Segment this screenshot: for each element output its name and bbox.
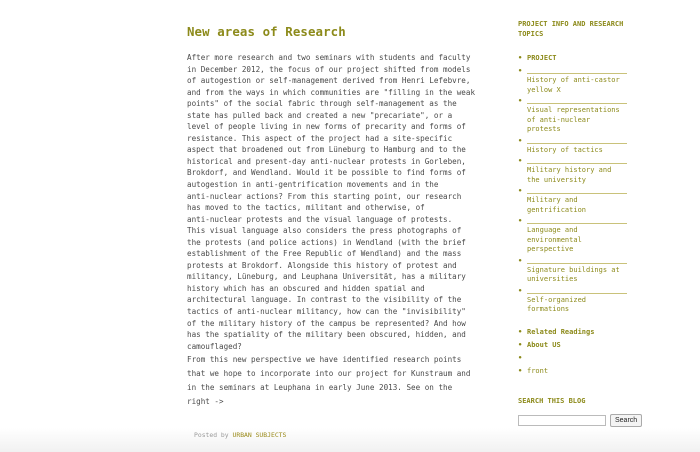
sidebar-subitem-label[interactable]: Visual representations of anti-nuclear protests [527,103,627,143]
bullet-icon: • [518,327,523,336]
sidebar-subitem[interactable] [518,217,643,263]
bullet-icon: • [518,187,523,195]
sidebar-item-project[interactable] [518,53,643,63]
bullet-icon: • [518,340,523,349]
sidebar-item-label[interactable]: About US [527,340,561,349]
sidebar-item-about[interactable] [518,340,643,350]
post-footer [194,431,286,439]
project-sublist [518,67,643,323]
blog-post [187,24,492,409]
sidebar-heading: PROJECT INFO AND RESEARCH TOPICS [518,20,624,38]
sidebar-item-label[interactable]: Related Readings [527,327,595,336]
sidebar-subitem-label[interactable]: Military history and the university [527,163,627,193]
sidebar [518,19,643,427]
bullet-icon: • [518,353,523,362]
bullet-icon: • [518,256,523,265]
sidebar-subitem[interactable] [518,97,643,143]
project-nav [518,53,643,63]
page-bottom-band [0,428,700,452]
lower-nav [518,327,643,376]
author-link[interactable]: URBAN SUBJECTS [232,431,287,439]
sidebar-subitem-label[interactable]: Language and environmental perspective [527,223,627,263]
bullet-icon: • [518,136,523,145]
sidebar-subitem[interactable] [518,136,643,164]
search-input[interactable] [518,415,606,426]
sidebar-item-related[interactable] [518,327,643,337]
sidebar-item-label[interactable]: front [527,366,549,375]
posted-by-label: Posted by [194,431,229,439]
sidebar-subitem-label[interactable]: Military and gentrification [527,193,627,223]
sidebar-item-front[interactable] [518,366,643,376]
sidebar-item-label[interactable]: PROJECT [527,54,557,62]
search-box [518,414,643,427]
sidebar-subitem-label[interactable]: History of tactics [527,143,627,164]
sidebar-subitem[interactable] [518,256,643,293]
sidebar-subitem[interactable] [518,157,643,193]
sidebar-item-empty [518,353,643,363]
post-body-end: From this new perspective we have identified research points that we hope to incorporate into our project for Kunstraum and in the seminars at Leuphana in early June 2013. See on the right -> [187,355,471,407]
sidebar-subitem[interactable] [518,67,643,103]
sidebar-subitem[interactable] [518,187,643,223]
sidebar-subitem-label[interactable]: Signature buildings at universities [527,263,627,293]
bullet-icon: • [518,157,523,165]
bullet-icon: • [518,286,523,295]
sidebar-subitem-label[interactable]: Self-organized formations [527,293,627,323]
bullet-icon: • [518,366,523,375]
sidebar-subitem[interactable] [518,286,643,323]
bullet-icon: • [518,97,523,105]
bullet-icon: • [518,54,523,62]
bullet-icon: • [518,217,523,225]
sidebar-subitem-label[interactable]: History of anti-castor yellow X [527,73,627,103]
post-title[interactable]: New areas of Research [187,24,346,39]
post-body-main: After more research and two seminars with students and faculty in December 2012, the focus of our project shifted from models of autogestion or self-management derived from Henri Lefebvre, and from the ways in which communities are "filling in the weak points" of the social fabric through self-management as the state has pulled back and created a new "precariate", or a level of people living in new forms of precarity and forms of resistance. This aspect of the project had a site-specific aspect that broadened out from Lüneburg to Hamburg and to the historical and present-day anti-nuclear protests in Gorleben, Brokdorf, and Wendland. Would it be possible to find forms of autogestion in anti-gentrification movements and in the anti-nuclear actions? From this starting point, our research has moved to the tactics, militant and otherwise, of anti-nuclear protests and the visual language of protests. This visual language also considers the press photographs of the protests (and police actions) in Wendland (with the brief establishment of the Free Republic of Wendland) and the mass protests at Brokdorf. Alongside this history of protest and militancy, Lüneburg, and Leuphana Universität, has a military history which has an obscured and hidden spatial and architectural language. In contrast to the visibility of the tactics of anti-nuclear militancy, how can the "invisibility" of the military history of the campus be represented? And how has the spatiality of the military been obscured, hidden, and camouflaged? [187,53,476,351]
search-button[interactable]: Search [610,414,642,427]
search-heading: SEARCH THIS BLOG [518,396,586,405]
bullet-icon: • [518,67,523,75]
